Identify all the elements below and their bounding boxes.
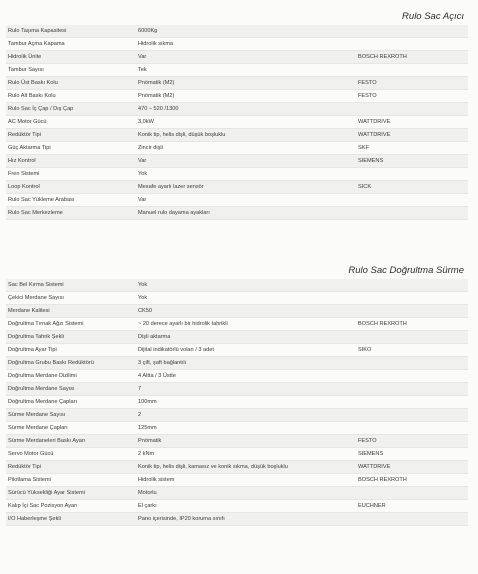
spec-row	[6, 279, 468, 292]
spec-brand: EUCHNER	[358, 503, 386, 509]
spec-value: 3 çift, şaft bağlantılı	[138, 360, 187, 366]
spec-brand: FESTO	[358, 80, 377, 86]
spec-row	[6, 331, 468, 344]
spec-brand: WATTDRIVE	[358, 464, 391, 470]
spec-value: Pnömatik (M2)	[138, 93, 175, 99]
spec-brand: SIKO	[358, 347, 372, 353]
spec-row	[6, 116, 468, 129]
spec-label: Hız Kontrol	[8, 158, 36, 164]
spec-brand: SIEMENS	[358, 451, 384, 457]
spec-value: Var	[138, 54, 147, 60]
spec-label: Sac Bel Kırma Sistemi	[8, 282, 64, 288]
spec-row	[6, 318, 468, 331]
section-title-rulo-sac-acici: Rulo Sac Açıcı	[402, 11, 464, 22]
spec-label: Doğrultma Merdane Sayısı	[8, 386, 75, 392]
spec-value: 4 Altta / 3 Üstte	[138, 373, 176, 379]
spec-value: Dişli aktarma	[138, 334, 171, 340]
spec-value: 100mm	[138, 399, 157, 405]
spec-label: Doğrultma Tırnak Ağzı Sistemi	[8, 321, 84, 327]
spec-row	[6, 396, 468, 409]
spec-row	[6, 207, 468, 220]
spec-label: AC Motor Gücü	[8, 119, 47, 125]
spec-row	[6, 357, 468, 370]
spec-value: 7	[138, 386, 142, 392]
spec-table-rulo-sac-acici	[6, 25, 468, 220]
spec-value: 470 – 520 /1300	[138, 106, 179, 112]
spec-row	[6, 344, 468, 357]
spec-row	[6, 305, 468, 318]
spec-value: Zincir dişli	[138, 145, 163, 151]
spec-label: I/O Haberleşme Şekli	[8, 516, 61, 522]
spec-value: Manuel rulo dayama ayakları	[138, 210, 210, 216]
spec-row	[6, 142, 468, 155]
spec-label: Tambur Açma Kapama	[8, 41, 65, 47]
spec-row	[6, 435, 468, 448]
spec-label: Merdane Kalitesi	[8, 308, 50, 314]
spec-row	[6, 409, 468, 422]
spec-brand: FESTO	[358, 93, 377, 99]
spec-label: Pilotlama Sistemi	[8, 477, 51, 483]
spec-label: Rulo Sac Yükleme Arabası	[8, 197, 75, 203]
spec-label: Doğrultma Merdane Çapları	[8, 399, 78, 405]
spec-row	[6, 448, 468, 461]
spec-label: Redüktör Tipi	[8, 132, 41, 138]
spec-value: Var	[138, 158, 147, 164]
spec-value: CK50	[138, 308, 152, 314]
spec-row	[6, 155, 468, 168]
spec-value: Yok	[138, 295, 148, 301]
spec-row	[6, 103, 468, 116]
section-title-dogrultma-surme: Rulo Sac Doğrultma Sürme	[348, 265, 464, 276]
spec-value: ~ 20 derece ayarlı bir hidrolik tahrikli	[138, 321, 228, 327]
spec-row	[6, 194, 468, 207]
spec-value: Motorlu	[138, 490, 157, 496]
spec-value: 3,0kW	[138, 119, 154, 125]
spec-value: El çarkı	[138, 503, 157, 509]
spec-row	[6, 370, 468, 383]
spec-brand: SICK	[358, 184, 372, 190]
spec-row	[6, 38, 468, 51]
spec-value: Tek	[138, 67, 147, 73]
spec-label: Rulo Alt Baskı Kolu	[8, 93, 56, 99]
spec-brand: BOSCH REXROTH	[358, 477, 407, 483]
spec-label: Rulo Sac Merkezleme	[8, 210, 63, 216]
spec-row	[6, 25, 468, 38]
spec-label: Loop Kontrol	[8, 184, 40, 190]
spec-value: Pano içerisinde, IP20 koruma sınıfı	[138, 516, 225, 522]
spec-row	[6, 64, 468, 77]
spec-value: Hidrolik sıkma	[138, 41, 174, 47]
spec-row	[6, 77, 468, 90]
spec-row	[6, 292, 468, 305]
spec-value: Mesafe ayarlı lazer sensör	[138, 184, 204, 190]
spec-label: Doğrultma Ayar Tipi	[8, 347, 57, 353]
spec-row	[6, 383, 468, 396]
spec-label: Doğrultma Merdane Dizilimi	[8, 373, 77, 379]
spec-row	[6, 90, 468, 103]
spec-brand: WATTDRIVE	[358, 119, 391, 125]
spec-label: Güç Aktarma Tipi	[8, 145, 51, 151]
spec-row	[6, 422, 468, 435]
spec-value: 2 kNm	[138, 451, 155, 457]
spec-label: Rulo Taşıma Kapasitesi	[8, 28, 67, 34]
spec-value: 2	[138, 412, 142, 418]
spec-row	[6, 181, 468, 194]
spec-brand: WATTDRIVE	[358, 132, 391, 138]
spec-row	[6, 51, 468, 64]
spec-label: Redüktör Tipi	[8, 464, 41, 470]
spec-value: Dijital indikatörlü volan / 3 adet	[138, 347, 214, 353]
spec-value: Pnömatik	[138, 438, 162, 444]
spec-label: Çekici Merdane Sayısı	[8, 295, 64, 301]
spec-label: Rulo Üst Baskı Kolu	[8, 80, 58, 86]
spec-brand: BOSCH REXROTH	[358, 54, 407, 60]
spec-row	[6, 474, 468, 487]
spec-brand: BOSCH REXROTH	[358, 321, 407, 327]
spec-label: Doğrultma Tahrik Şekli	[8, 334, 64, 340]
spec-brand: SKF	[358, 145, 369, 151]
spec-value: Yok	[138, 171, 148, 177]
spec-row	[6, 461, 468, 474]
spec-brand: FESTO	[358, 438, 377, 444]
spec-value: Hidrolik sistem	[138, 477, 175, 483]
spec-value: Pnömatik (M2)	[138, 80, 175, 86]
spec-row	[6, 500, 468, 513]
spec-label: Fren Sistemi	[8, 171, 40, 177]
spec-row	[6, 513, 468, 526]
spec-value: 6000Kg	[138, 28, 158, 34]
spec-value: Konik tip, helis dişli, düşük boşluklu	[138, 132, 226, 138]
spec-label: Sürücü Yüksekliği Ayar Sistemi	[8, 490, 85, 496]
spec-row	[6, 129, 468, 142]
spec-value: Var	[138, 197, 147, 203]
spec-label: Kalıp İçi Sac Pozisyon Ayarı	[8, 503, 78, 509]
spec-row	[6, 168, 468, 181]
spec-value: 125mm	[138, 425, 157, 431]
spec-value: Konik tip, helis dişli, kamasız ve konik sıkma, düşük boşluklu	[138, 464, 288, 470]
spec-label: Hidrolik Ünite	[8, 54, 42, 60]
spec-label: Tambur Sayısı	[8, 67, 44, 73]
spec-label: Rulo Sac İç Çap / Dış Çap	[8, 106, 74, 112]
spec-value: Yok	[138, 282, 148, 288]
spec-label: Sürme Merdaneleri Baskı Ayarı	[8, 438, 86, 444]
spec-label: Sürme Merdane Çapları	[8, 425, 68, 431]
spec-label: Servo Motor Gücü	[8, 451, 54, 457]
spec-table-dogrultma-surme	[6, 279, 468, 526]
spec-label: Doğrultma Grubu Baskı Redüktörü	[8, 360, 94, 366]
spec-row	[6, 487, 468, 500]
spec-label: Sürme Merdane Sayısı	[8, 412, 66, 418]
spec-brand: SIEMENS	[358, 158, 384, 164]
